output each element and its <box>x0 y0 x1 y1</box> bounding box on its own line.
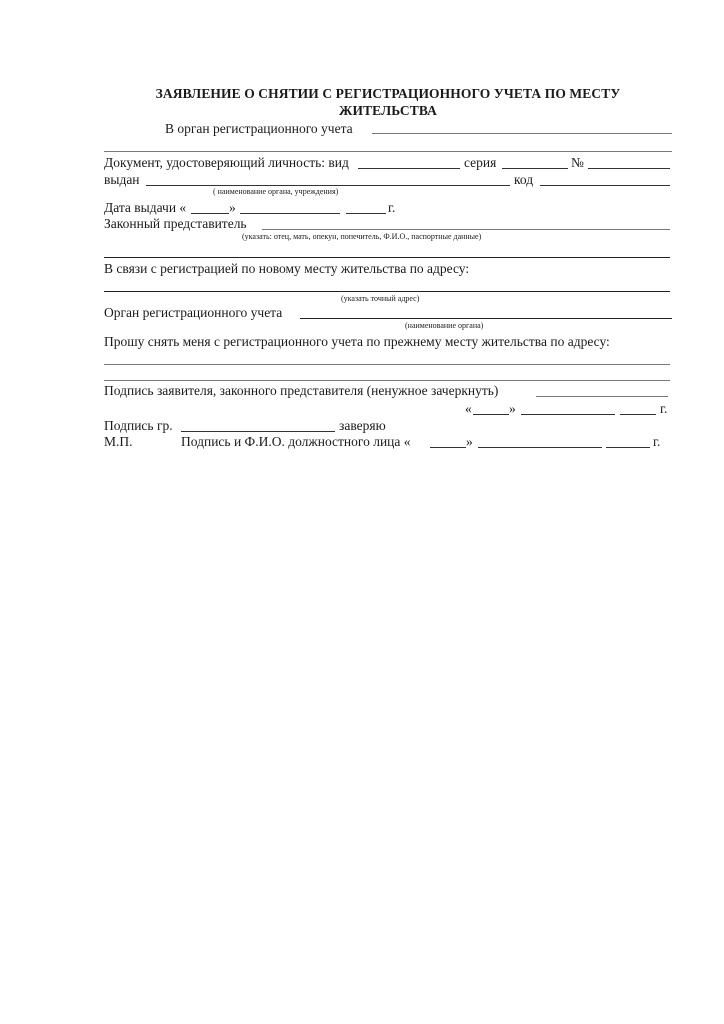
authority-hint: (наименование органа) <box>405 321 484 330</box>
issue-month-field[interactable] <box>240 213 340 214</box>
official-day-field[interactable] <box>430 447 466 448</box>
series-label: серия <box>464 155 497 170</box>
authority-field[interactable] <box>300 318 672 319</box>
applicant-day-field[interactable] <box>473 414 509 415</box>
issued-by-field[interactable] <box>146 185 510 186</box>
issue-date-label: Дата выдачи « <box>104 200 187 215</box>
seal-label: М.П. <box>104 434 133 449</box>
number-label: № <box>571 155 584 170</box>
applicant-date-quote-open: « <box>465 401 472 416</box>
official-year-suffix: г. <box>653 434 661 449</box>
code-field[interactable] <box>540 185 670 186</box>
legal-representative-field-continued[interactable] <box>104 257 670 258</box>
applicant-year-suffix: г. <box>660 401 668 416</box>
certify-label: заверяю <box>339 418 386 433</box>
applicant-date-quote-close: » <box>509 401 516 416</box>
to-authority-field[interactable] <box>372 133 672 134</box>
document-type-label: Документ, удостоверяющий личность: вид <box>104 155 349 170</box>
official-date-quote-close: » <box>466 434 473 449</box>
exact-address-hint: (указать точный адрес) <box>341 294 420 303</box>
new-address-label: В связи с регистрацией по новому месту жительства по адресу: <box>104 261 470 276</box>
authority-label: Орган регистрационного учета <box>104 305 283 320</box>
issuer-hint: ( наименование органа, учреждения) <box>213 187 339 196</box>
code-label: код <box>514 172 534 187</box>
official-month-field[interactable] <box>478 447 602 448</box>
previous-address-field[interactable] <box>104 364 670 365</box>
number-field[interactable] <box>588 168 670 169</box>
form-title-line-2: ЖИТЕЛЬСТВА <box>339 103 437 118</box>
previous-address-field-continued[interactable] <box>104 380 670 381</box>
form-title-line-1: ЗАЯВЛЕНИЕ О СНЯТИИ С РЕГИСТРАЦИОННОГО УЧЕТА ПО МЕСТУ <box>155 86 621 101</box>
issued-by-label: выдан <box>104 172 140 187</box>
citizen-signature-field[interactable] <box>181 431 335 432</box>
to-authority-label: В орган регистрационного учета <box>165 121 353 136</box>
request-label: Прошу снять меня с регистрационного учета по прежнему месту жительства по адресу: <box>104 334 610 349</box>
to-authority-field-continued[interactable] <box>104 151 672 152</box>
applicant-signature-field[interactable] <box>536 396 668 397</box>
official-year-field[interactable] <box>606 447 650 448</box>
citizen-signature-label: Подпись гр. <box>104 418 173 433</box>
official-signature-label: Подпись и Ф.И.О. должностного лица « <box>181 434 411 449</box>
issue-year-field[interactable] <box>346 213 386 214</box>
new-address-field[interactable] <box>104 291 670 292</box>
legal-representative-field[interactable] <box>262 229 670 230</box>
applicant-month-field[interactable] <box>521 414 615 415</box>
legal-representative-label: Законный представитель <box>104 216 247 231</box>
document-type-field[interactable] <box>358 168 460 169</box>
applicant-year-field[interactable] <box>620 414 656 415</box>
applicant-signature-label: Подпись заявителя, законного представителя (ненужное зачеркнуть) <box>104 383 499 398</box>
issue-year-suffix: г. <box>388 200 396 215</box>
issue-date-quote-close: » <box>229 200 236 215</box>
issue-day-field[interactable] <box>191 213 229 214</box>
series-field[interactable] <box>502 168 568 169</box>
legal-representative-hint: (указать: отец, мать, опекун, попечитель, Ф.И.О., паспортные данные) <box>242 232 482 241</box>
